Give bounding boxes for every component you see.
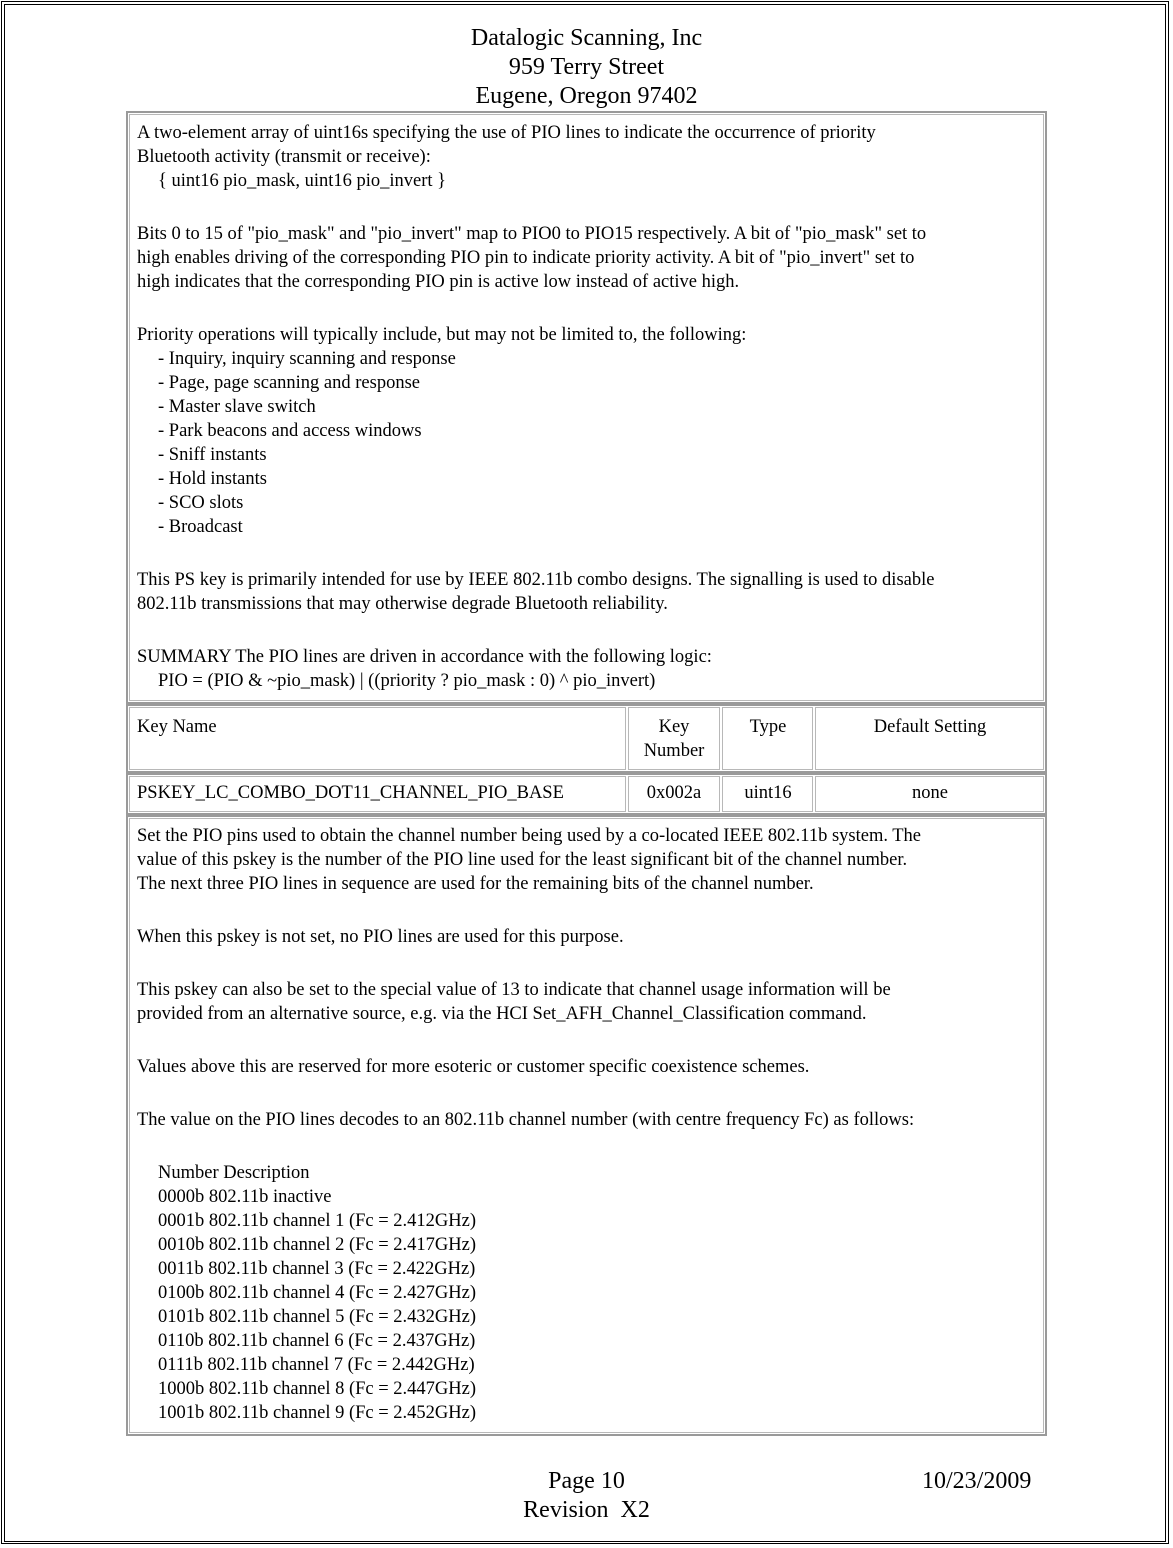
text-line: 0100b 802.11b channel 4 (Fc = 2.427GHz) — [158, 1283, 477, 1303]
text-line: The next three PIO lines in sequence are used for the remaining bits of the channel number. — [137, 874, 814, 894]
text-line: This pskey can also be set to the special value of 13 to indicate that channel usage information will be — [137, 980, 891, 1000]
company-name: Datalogic Scanning, Inc — [470, 25, 703, 51]
text-line: high enables driving of the corresponding PIO pin to indicate priority activity. A bit of "pio_invert" set to — [137, 248, 915, 268]
pio-priority-description — [137, 121, 1043, 693]
paragraph-gap — [137, 1026, 1043, 1055]
text-line: When this pskey is not set, no PIO lines are used for this purpose. — [137, 927, 624, 947]
revision: Revision X2 — [523, 1497, 650, 1523]
text-line: The value on the PIO lines decodes to an 802.11b channel number (with centre frequency Fc) as follows: — [137, 1110, 915, 1130]
text-line: PIO = (PIO & ~pio_mask) | ((priority ? pio_mask : 0) ^ pio_invert) — [158, 671, 656, 691]
paragraph-gap — [137, 1079, 1043, 1108]
key-number-header: Key Number — [643, 717, 705, 761]
footer-date: 10/23/2009 — [922, 1468, 1032, 1494]
paragraph-gap — [137, 294, 1043, 323]
text-line: Bluetooth activity (transmit or receive): — [137, 147, 431, 167]
paragraph-gap — [137, 616, 1043, 645]
text-line: - Inquiry, inquiry scanning and response — [158, 349, 456, 369]
text-line: provided from an alternative source, e.g. via the HCI Set_AFH_Channel_Classification command. — [137, 1004, 867, 1024]
text-line: - Hold instants — [158, 469, 267, 489]
text-line: A two-element array of uint16s specifying the use of PIO lines to indicate the occurrence of priority — [137, 123, 876, 143]
page-number: Page 10 — [548, 1468, 625, 1494]
text-line: SUMMARY The PIO lines are driven in accordance with the following logic: — [137, 647, 712, 667]
letterhead — [0, 24, 1173, 111]
text-line: 0101b 802.11b channel 5 (Fc = 2.432GHz) — [158, 1307, 477, 1327]
paragraph-gap — [137, 896, 1043, 925]
paragraph-gap — [137, 1132, 1043, 1161]
text-line: Priority operations will typically include, but may not be limited to, the following: — [137, 325, 747, 345]
text-line: Set the PIO pins used to obtain the channel number being used by a co-located IEEE 802.11b system. The — [137, 826, 922, 846]
text-line: - Broadcast — [158, 517, 243, 537]
text-line: 0001b 802.11b channel 1 (Fc = 2.412GHz) — [158, 1211, 477, 1231]
text-line: - SCO slots — [158, 493, 244, 513]
text-line: { uint16 pio_mask, uint16 pio_invert } — [158, 171, 447, 191]
text-line: Values above this are reserved for more esoteric or customer specific coexistence schemes. — [137, 1057, 810, 1077]
channel-pio-description — [137, 824, 1043, 1425]
company-city: Eugene, Oregon 97402 — [475, 83, 698, 109]
type-value: uint16 — [744, 783, 792, 803]
key-number-value: 0x002a — [646, 783, 702, 803]
paragraph-gap — [137, 193, 1043, 222]
text-line: Number Description — [158, 1163, 310, 1183]
default-setting-header: Default Setting — [873, 717, 987, 737]
text-line: - Master slave switch — [158, 397, 316, 417]
company-street: 959 Terry Street — [508, 54, 665, 80]
default-setting-value: none — [912, 783, 948, 803]
key-name-value: PSKEY_LC_COMBO_DOT11_CHANNEL_PIO_BASE — [137, 783, 564, 803]
paragraph-gap — [137, 539, 1043, 568]
text-line: This PS key is primarily intended for use by IEEE 802.11b combo designs. The signalling is used to disable — [137, 570, 935, 590]
text-line: - Park beacons and access windows — [158, 421, 422, 441]
type-header: Type — [749, 717, 787, 737]
text-line: 0011b 802.11b channel 3 (Fc = 2.422GHz) — [158, 1259, 476, 1279]
text-line: 0110b 802.11b channel 6 (Fc = 2.437GHz) — [158, 1331, 476, 1351]
text-line: - Page, page scanning and response — [158, 373, 420, 393]
text-line: value of this pskey is the number of the PIO line used for the least significant bit of the channel number. — [137, 850, 908, 870]
text-line: high indicates that the corresponding PIO pin is active low instead of active high. — [137, 272, 740, 292]
text-line: Bits 0 to 15 of "pio_mask" and "pio_invert" map to PIO0 to PIO15 respectively. A bit of "pio_mask" set to — [137, 224, 927, 244]
text-line: 0010b 802.11b channel 2 (Fc = 2.417GHz) — [158, 1235, 477, 1255]
text-line: 0111b 802.11b channel 7 (Fc = 2.442GHz) — [158, 1355, 475, 1375]
text-line: - Sniff instants — [158, 445, 267, 465]
key-name-header: Key Name — [137, 717, 217, 737]
text-line: 0000b 802.11b inactive — [158, 1187, 332, 1207]
text-line: 1001b 802.11b channel 9 (Fc = 2.452GHz) — [158, 1403, 477, 1423]
text-line: 802.11b transmissions that may otherwise degrade Bluetooth reliability. — [137, 594, 668, 614]
text-line: 1000b 802.11b channel 8 (Fc = 2.447GHz) — [158, 1379, 477, 1399]
paragraph-gap — [137, 949, 1043, 978]
